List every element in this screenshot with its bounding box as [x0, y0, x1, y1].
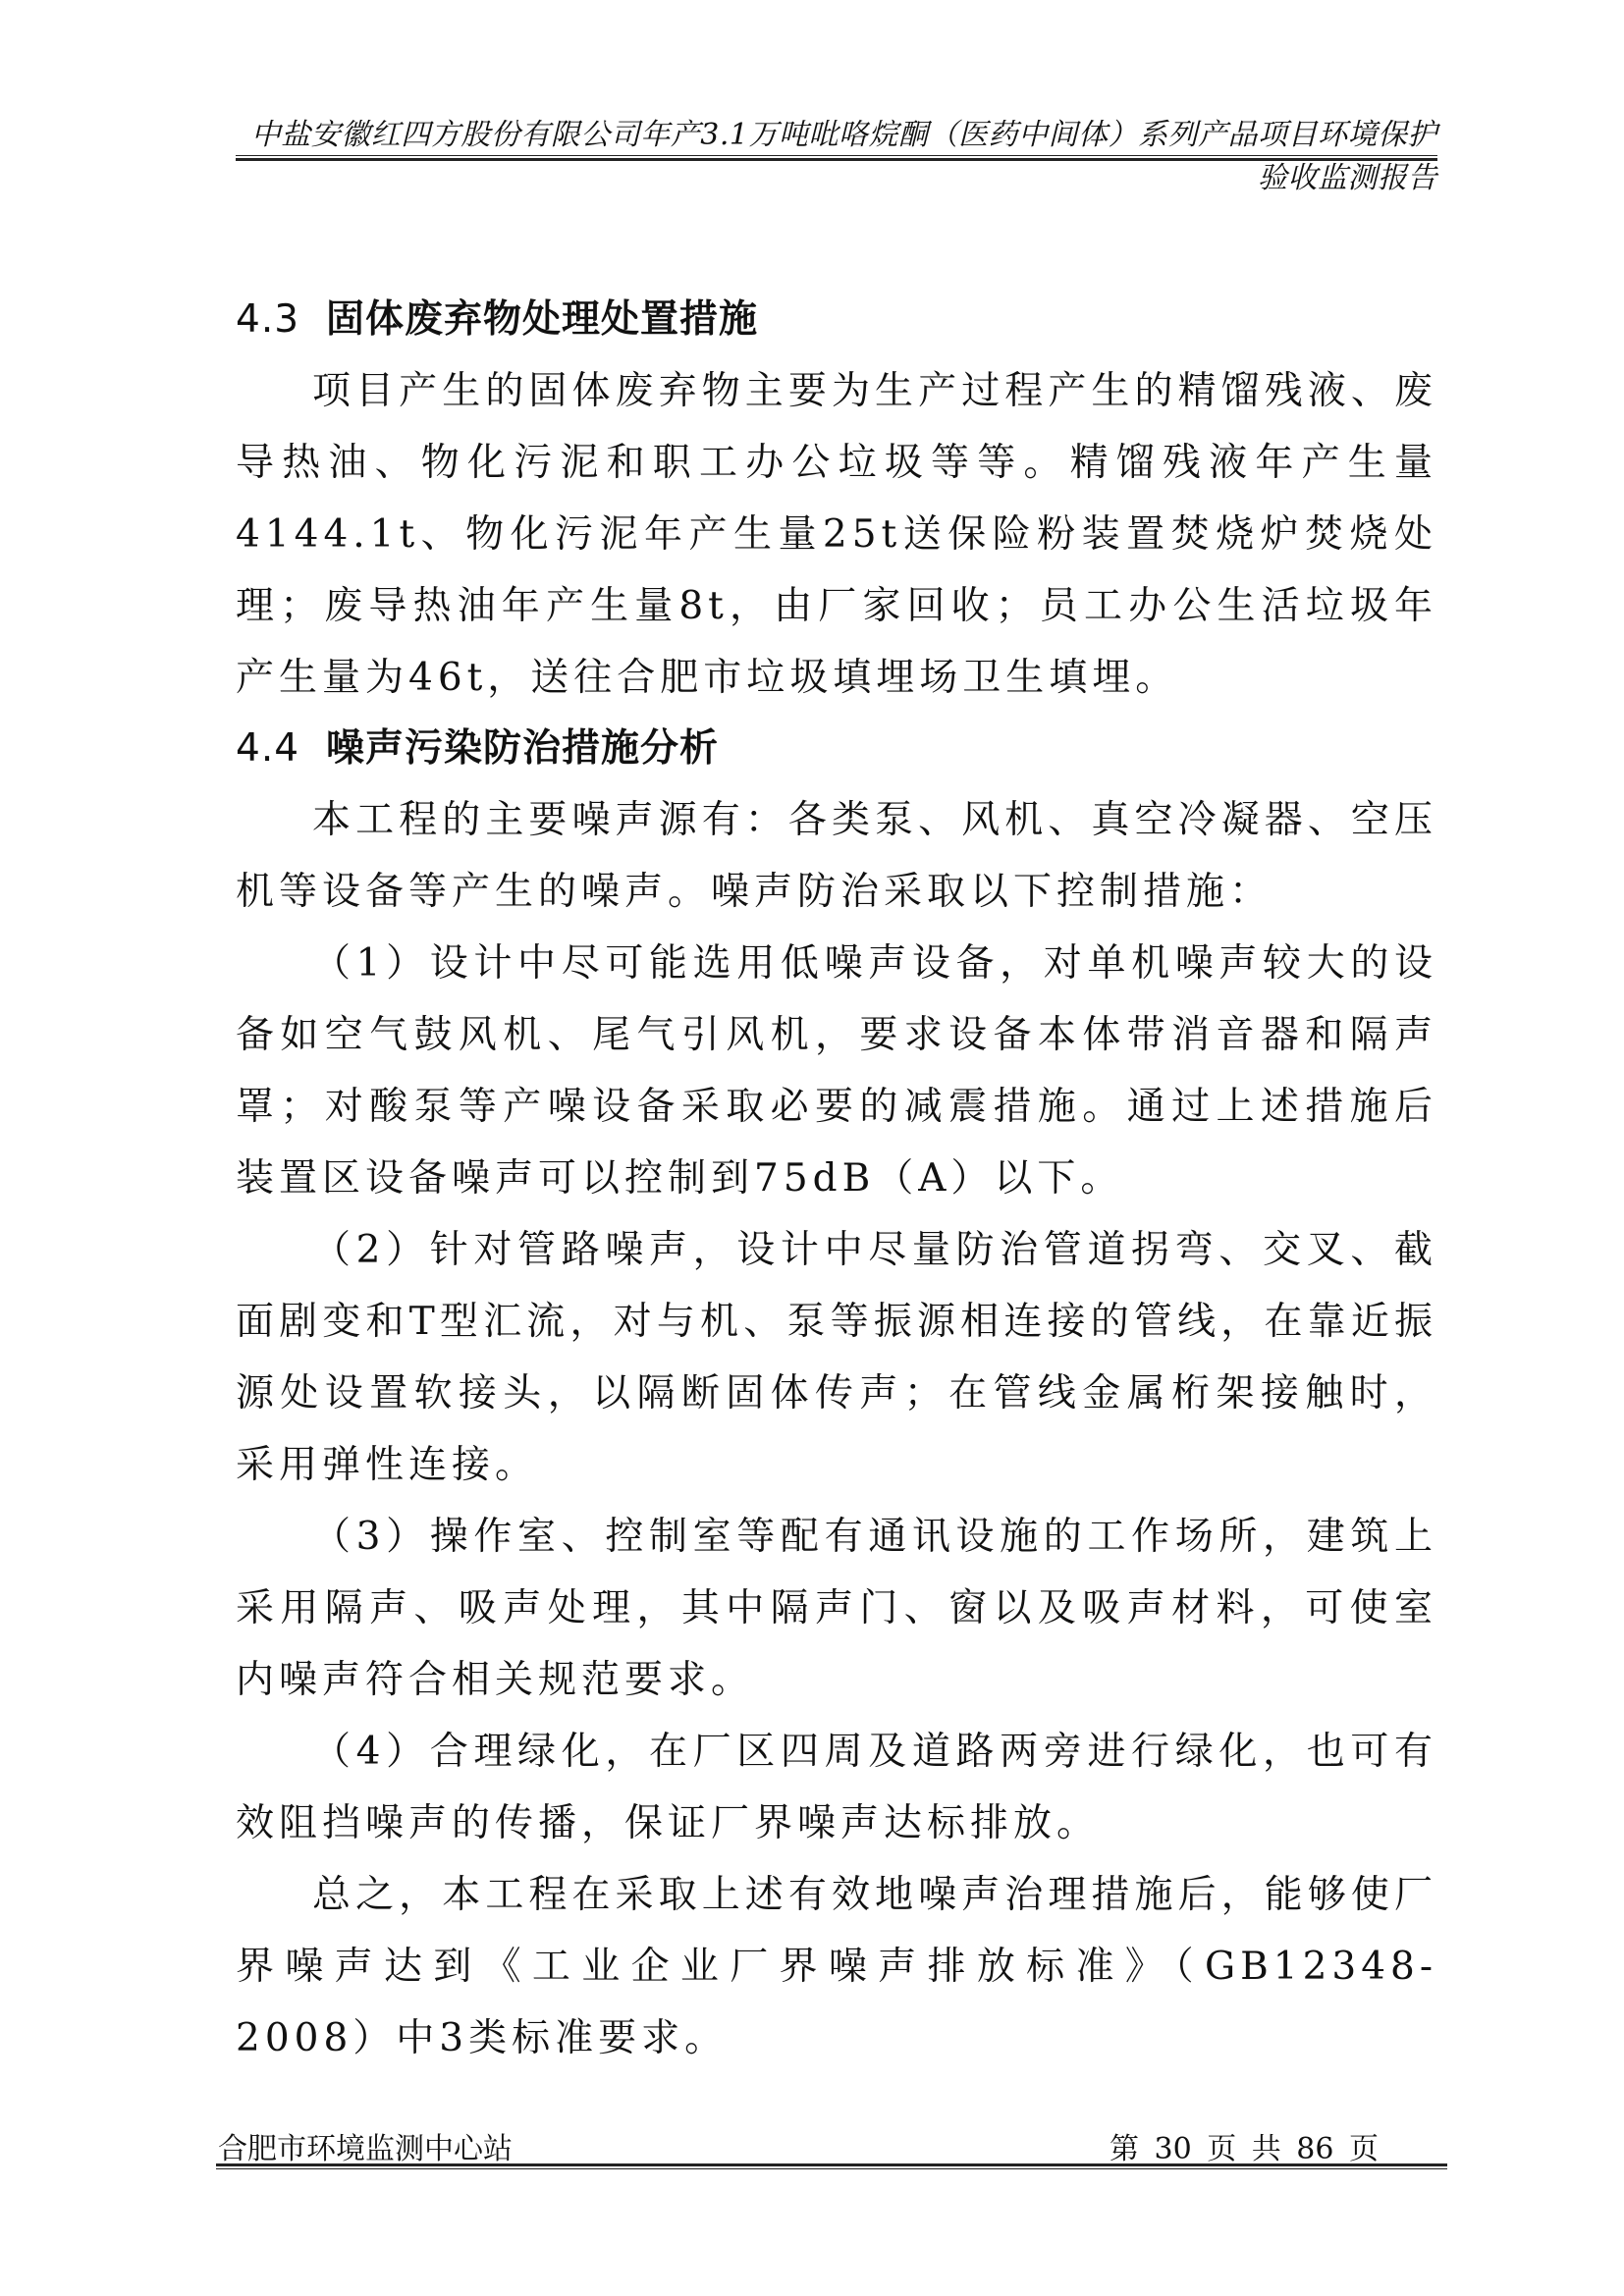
section-number: 4.3 [236, 297, 300, 342]
footer-organization: 合肥市环境监测中心站 [218, 2132, 513, 2166]
section-title: 固体废弃物处理处置措施 [326, 297, 759, 342]
document-body [236, 285, 1437, 2074]
paragraph: 总之，本工程在采取上述有效地噪声治理措施后，能够使厂界噪声达到《工业企业厂界噪声排放标准》（GB12348-2008）中3类标准要求。 [236, 1873, 1437, 2060]
paragraph: （4）合理绿化，在厂区四周及道路两旁进行绿化，也可有效阻挡噪声的传播，保证厂界噪声达标排放。 [236, 1730, 1437, 1845]
section-number: 4.4 [236, 726, 300, 771]
footer-page-number: 第 30 页 共 86 页 [1109, 2132, 1379, 2166]
header-rule [236, 155, 1437, 161]
section-4-4 [236, 714, 1437, 2074]
section-heading [236, 714, 1437, 784]
paragraph: （2）针对管路噪声，设计中尽量防治管道拐弯、交叉、截面剧变和T型汇流，对与机、泵等振源相连接的管线，在靠近振源处设置软接头，以隔断固体传声；在管线金属桁架接触时，采用弹性连接。 [236, 1228, 1437, 1487]
section-heading [236, 285, 1437, 355]
paragraph: 本工程的主要噪声源有：各类泵、风机、真空冷凝器、空压机等设备等产生的噪声。噪声防治采取以下控制措施： [236, 798, 1437, 914]
section-title: 噪声污染防治措施分析 [326, 726, 720, 771]
paragraph: （1）设计中尽可能选用低噪声设备，对单机噪声较大的设备如空气鼓风机、尾气引风机，要求设备本体带消音器和隔声罩；对酸泵等产噪设备采取必要的减震措施。通过上述措施后装置区设备噪声可以控制到75dB（A）以下。 [236, 941, 1437, 1201]
section-4-3 [236, 285, 1437, 714]
paragraph: 项目产生的固体废弃物主要为生产过程产生的精馏残液、废导热油、物化污泥和职工办公垃圾等等。精馏残液年产生量4144.1t、物化污泥年产生量25t送保险粉装置焚烧炉焚烧处理；废导热油年产生量8t，由厂家回收；员工办公生活垃圾年产生量为46t，送往合肥市垃圾填埋场卫生填埋。 [236, 369, 1437, 700]
paragraph: （3）操作室、控制室等配有通讯设施的工作场所，建筑上采用隔声、吸声处理，其中隔声门、窗以及吸声材料，可使室内噪声符合相关规范要求。 [236, 1515, 1437, 1702]
footer-rule [216, 2163, 1447, 2169]
page-header: 中盐安徽红四方股份有限公司年产3.1万吨吡咯烷酮（医药中间体）系列产品项目环境保护验收监测报告 [250, 118, 1437, 195]
